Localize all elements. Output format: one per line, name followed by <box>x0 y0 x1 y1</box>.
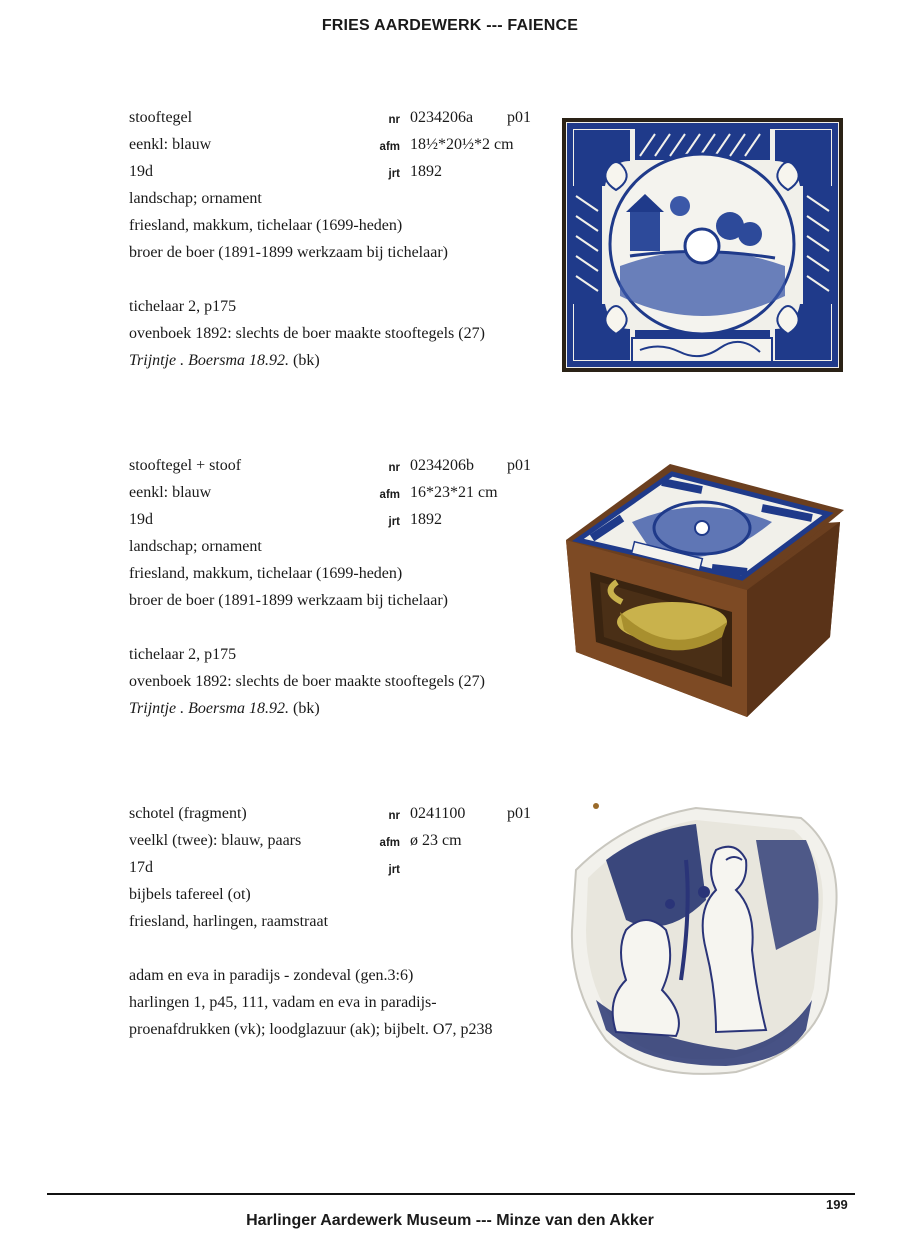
value-opmerking: proenafdrukken (vk); loodglazuur (ak); bijbelt. O7, p238 <box>129 1021 493 1038</box>
value-nr: 0241100 <box>410 805 466 822</box>
value-p: p01 <box>507 805 531 822</box>
value-schilder: broer de boer (1891-1899 werkzaam bij tichelaar) <box>129 592 448 609</box>
label-nr: nr <box>388 462 400 474</box>
stove-tile-photo <box>560 116 845 374</box>
value-literatuur: tichelaar 2, p175 <box>129 298 237 315</box>
value-literatuur: tichelaar 2, p175 <box>129 646 237 663</box>
value-voorstelling: landschap; ornament <box>129 190 262 207</box>
value-afm: 16*23*21 cm <box>410 484 498 501</box>
label-jrt: jrt <box>388 864 400 876</box>
value-voorbeeld: adam en eva in paradijs - zondeval (gen.3:6) <box>129 967 414 984</box>
value-opmerking: ovenboek 1892: slechts de boer maakte stooftegels (27) <box>129 325 485 342</box>
label-afm: afm <box>379 489 400 501</box>
value-voorwerp: schotel (fragment) <box>129 805 247 822</box>
value-fabrikaat: friesland, makkum, tichelaar (1699-heden) <box>129 565 403 582</box>
value-afm: ø 23 cm <box>410 832 462 849</box>
value-jrt: 1892 <box>410 163 442 180</box>
footer-rule <box>47 1193 855 1195</box>
value-p: p01 <box>507 109 531 126</box>
label-nr: nr <box>388 114 400 126</box>
value-p: p01 <box>507 457 531 474</box>
value-fabrikaat: friesland, harlingen, raamstraat <box>129 913 329 930</box>
value-schilder: broer de boer (1891-1899 werkzaam bij tichelaar) <box>129 244 448 261</box>
opschrift-italic: Trijntje . Boersma 18.92. <box>129 700 290 717</box>
page-footer: Harlinger Aardewerk Museum --- Minze van den Akker <box>246 1212 654 1229</box>
value-opschrift <box>129 352 320 370</box>
page-header: FRIES AARDEWERK --- FAIENCE <box>321 17 579 34</box>
opschrift-italic: Trijntje . Boersma 18.92. <box>129 352 290 369</box>
value-afm: 18½*20½*2 cm <box>410 136 514 153</box>
opschrift-rest: (bk) <box>289 700 320 717</box>
value-voorstelling: bijbels tafereel (ot) <box>129 886 251 903</box>
value-jrt: 1892 <box>410 511 442 528</box>
value-kleur: eenkl: blauw <box>129 484 212 501</box>
foot-stove-photo <box>562 462 847 722</box>
value-opschrift <box>129 700 320 718</box>
value-datering: 19d <box>129 511 153 528</box>
value-kleur: veelkl (twee): blauw, paars <box>129 832 302 849</box>
dish-fragment-photo <box>566 800 858 1082</box>
label-afm: afm <box>379 141 400 153</box>
value-kleur: eenkl: blauw <box>129 136 212 153</box>
value-opmerking: ovenboek 1892: slechts de boer maakte stooftegels (27) <box>129 673 485 690</box>
label-jrt: jrt <box>388 168 400 180</box>
page-number: 199 <box>826 1197 848 1212</box>
value-literatuur: harlingen 1, p45, 111, vadam en eva in paradijs- <box>129 994 437 1011</box>
label-afm: afm <box>379 837 400 849</box>
value-nr: 0234206b <box>410 457 474 474</box>
value-nr: 0234206a <box>410 109 474 126</box>
label-jrt: jrt <box>388 516 400 528</box>
value-voorstelling: landschap; ornament <box>129 538 262 555</box>
value-voorwerp: stooftegel <box>129 109 193 126</box>
value-datering: 17d <box>129 859 153 876</box>
value-fabrikaat: friesland, makkum, tichelaar (1699-heden) <box>129 217 403 234</box>
label-nr: nr <box>388 810 400 822</box>
value-voorwerp: stooftegel + stoof <box>129 457 242 474</box>
value-datering: 19d <box>129 163 153 180</box>
opschrift-rest: (bk) <box>289 352 320 369</box>
